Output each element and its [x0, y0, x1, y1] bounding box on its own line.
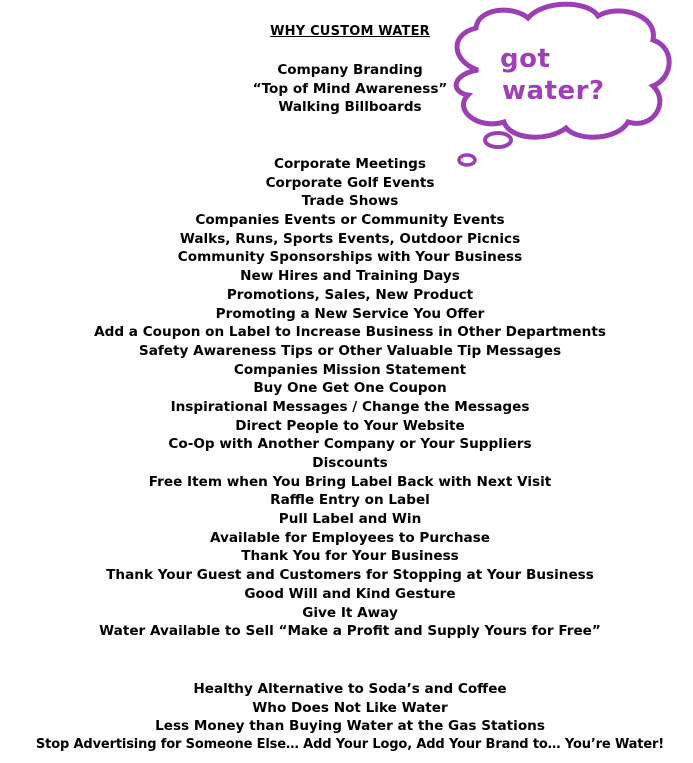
use-item: Add a Coupon on Label to Increase Business in Other Departments	[94, 324, 606, 341]
use-item: Buy One Get One Coupon	[253, 380, 447, 397]
use-item: Trade Shows	[301, 193, 399, 210]
use-item: Safety Awareness Tips or Other Valuable Tip Messages	[138, 342, 562, 359]
use-item: Available for Employees to Purchase	[209, 529, 491, 546]
use-item: Thank You for Your Business	[241, 548, 459, 565]
use-item: Good Will and Kind Gesture	[244, 585, 456, 602]
use-item: Give It Away	[302, 604, 398, 621]
document-title: WHY CUSTOM WATER	[270, 24, 430, 39]
use-item: Inspirational Messages / Change the Messages	[170, 398, 530, 415]
use-item: Community Sponsorships with Your Business	[177, 249, 523, 266]
use-item: Promotions, Sales, New Product	[226, 286, 474, 303]
use-item: Raffle Entry on Label	[270, 492, 430, 509]
bubble-dot-small	[459, 155, 475, 165]
branding-item: “Top of Mind Awareness”	[252, 80, 448, 97]
thought-bubble-shape	[438, 0, 678, 175]
use-item: Co-Op with Another Company or Your Suppliers	[168, 436, 532, 453]
cloud-outline	[456, 4, 669, 137]
use-item: Companies Mission Statement	[233, 361, 467, 378]
use-item: Discounts	[312, 455, 388, 471]
use-item: Corporate Meetings	[273, 156, 427, 172]
use-item: New Hires and Training Days	[240, 268, 460, 285]
benefits-list	[0, 680, 693, 755]
use-item: Promoting a New Service You Offer	[215, 305, 485, 322]
branding-item: Walking Billboards	[278, 99, 422, 116]
benefit-item: Who Does Not Like Water	[252, 699, 448, 716]
use-item: Pull Label and Win	[278, 511, 422, 528]
got-text: got	[500, 44, 551, 74]
water-question-text: water?	[502, 76, 605, 106]
use-item: Thank Your Guest and Customers for Stopping at Your Business	[106, 567, 594, 584]
use-item: Companies Events or Community Events	[195, 212, 505, 229]
benefit-item: Stop Advertising for Someone Else… Add Your Logo, Add Your Brand to… You’re Water!	[35, 737, 665, 753]
uses-list	[0, 155, 693, 641]
use-item: Free Item when You Bring Label Back with Next Visit	[148, 473, 552, 490]
use-item: Walks, Runs, Sports Events, Outdoor Picnics	[179, 230, 521, 247]
got-water-thought-bubble	[438, 0, 678, 175]
use-item: Corporate Golf Events	[265, 174, 435, 191]
use-item: Direct People to Your Website	[235, 417, 465, 434]
benefit-item: Healthy Alternative to Soda’s and Coffee	[193, 681, 507, 697]
benefit-item: Less Money than Buying Water at the Gas Stations	[155, 718, 545, 735]
bubble-dot-large	[485, 133, 511, 147]
use-item: Water Available to Sell “Make a Profit and Supply Yours for Free”	[99, 623, 601, 640]
branding-item: Company Branding	[277, 62, 423, 78]
